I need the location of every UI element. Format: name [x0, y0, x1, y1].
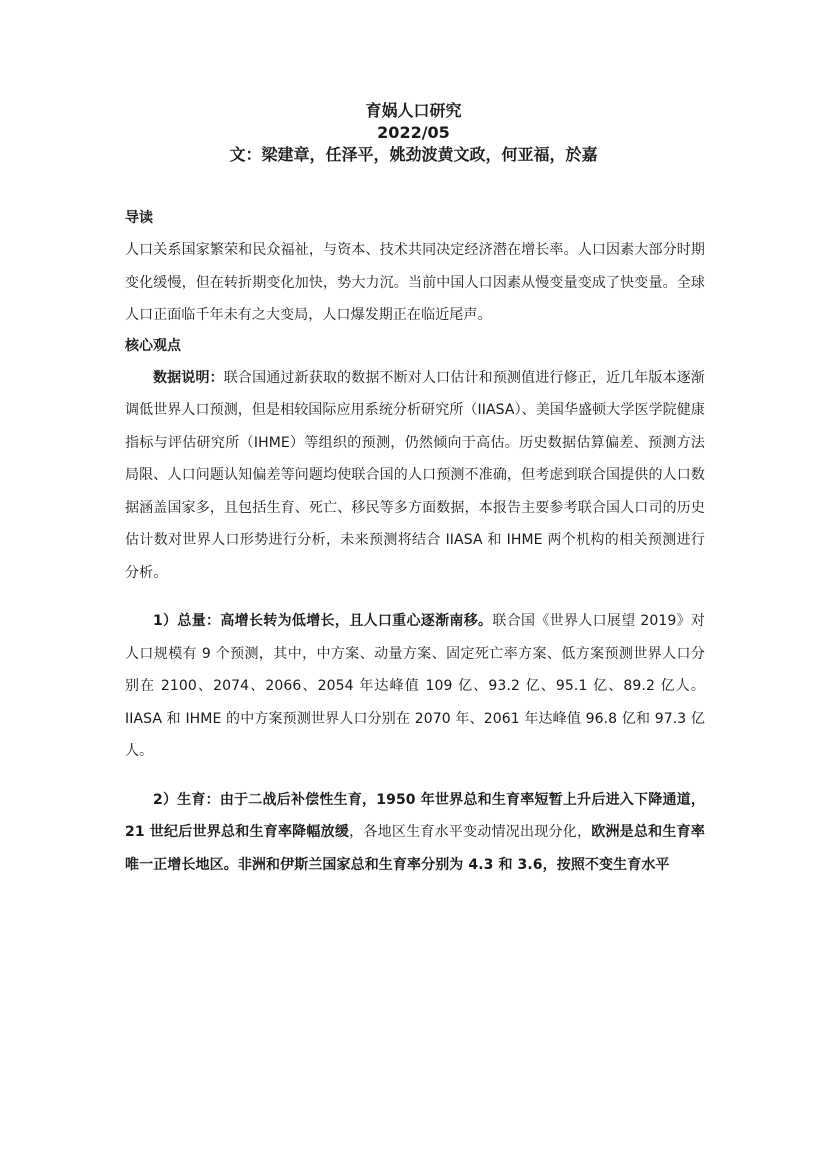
- document-authors: 文：梁建章，任泽平，姚劲波黄文政，何亚福，於嘉: [229, 145, 598, 164]
- point1-text: 联合国《世界人口展望 2019》对人口规模有 9 个预测，其中，中方案、动量方案、固定死亡率方案、低方案预测世界人口分别在 2100、2074、2066、2054 年达峰值 109 亿、93.2 亿、95.1 亿、89.2 亿人。IIASA 和 IHME 的中方案预测世界人口分别在 2070 年、2061 年达峰值 96.8 亿和 97.3 亿人。: [125, 613, 706, 759]
- document-body: [125, 206, 705, 881]
- intro-heading: 导读: [125, 210, 153, 226]
- document-header: [0, 100, 827, 166]
- point1-bold: 1）总量：高增长转为低增长，且人口重心逐渐南移。: [153, 613, 493, 629]
- data-note-paragraph: [125, 362, 705, 590]
- document-date: 2022/05: [377, 123, 450, 142]
- data-note-text: 联合国通过新获取的数据不断对人口估计和预测值进行修正，近几年版本逐渐调低世界人口预测，但是相较国际应用系统分析研究所（IIASA）、美国华盛顿大学医学院健康指标与评估研究所（IHME）等组织的预测，仍然倾向于高估。历史数据估算偏差、预测方法局限、人口问题认知偏差等问题均使联合国的人口预测不准确，但考虑到联合国提供的人口数据涵盖国家多，且包括生育、死亡、移民等多方面数据，本报告主要参考联合国人口司的历史估计数对世界人口形势进行分析，未来预测将结合 IIASA 和 IHME 两个机构的相关预测进行分析。: [125, 369, 705, 581]
- point1-paragraph: [125, 605, 705, 768]
- data-note-label: 数据说明：: [153, 369, 224, 386]
- intro-paragraph: 人口关系国家繁荣和民众福祉，与资本、技术共同决定经济潜在增长率。人口因素大部分时期变化缓慢，但在转折期变化加快，势大力沉。当前中国人口因素从慢变量变成了快变量。全球人口正面临千年未有之大变局，人口爆发期正在临近尾声。: [125, 242, 705, 323]
- document-title: 育娲人口研究: [365, 101, 462, 120]
- point2-text-1: ，各地区生育水平变动情况出现分化，: [349, 824, 592, 840]
- point2-paragraph: [125, 784, 705, 882]
- point2-bold-2: 欧洲是总和生育率唯一正增长地区。非洲和伊斯兰国家总和生育率分别为 4.3 和 3.6，按照不变生育水平: [125, 824, 705, 873]
- core-heading: 核心观点: [125, 337, 181, 354]
- point2-bold-1: 2）生育：由于二战后补偿性生育，1950 年世界总和生育率短暂上升后进入下降通道，21 世纪后世界总和生育率降幅放缓: [125, 791, 705, 840]
